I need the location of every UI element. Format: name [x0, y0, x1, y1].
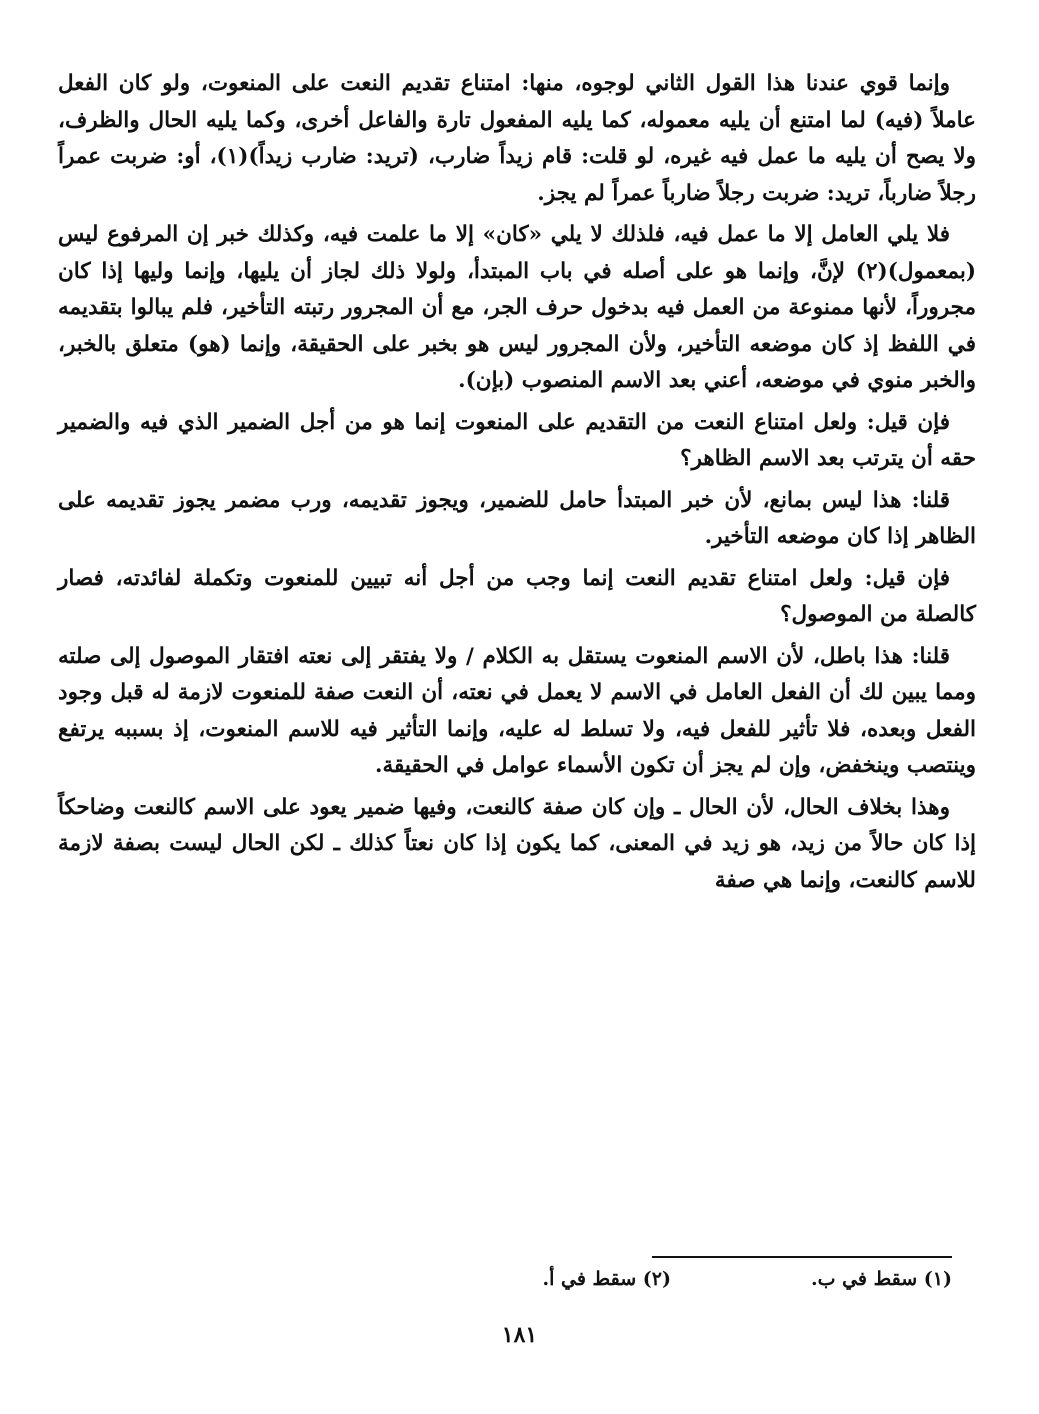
paragraph-2: فلا يلي العامل إلا ما عمل فيه، فلذلك لا يلي «كان» إلا ما علمت فيه، وكذلك خبر إن المرفوع ليس (بمعمول)(٢) لإنَّ، وإنما هو على أصله في باب المبتدأ، ولولا ذلك لجاز أن يليها، وإنما وليها إذا كان مجروراً، لأنها ممنوعة من العمل فيه بدخول حرف الجر، مع أن المجرور رتبته التأخير، فلم يبالوا بتقديمه في اللفظ إذ كان موضعه التأخير، ولأن المجرور ليس هو بخبر على الحقيقة، وإنما (هو) متعلق بالخبر، والخبر منوي في موضعه، أعني بعد الاسم المنصوب (بإن).	[58, 222, 976, 393]
footnote-2: (٢) سقط في أ.	[542, 1268, 671, 1290]
paragraph-5: فإن قيل: ولعل امتناع تقديم النعت إنما وجب من أجل أنه تبيين للمنعوت وتكملة لفائدته، فصار كالصلة من الموصول؟	[58, 565, 976, 627]
paragraph-7: وهذا بخلاف الحال، لأن الحال ـ وإن كان صفة كالنعت، وفيها ضمير يعود على الاسم كالنعت وضاحكاً إذا كان حالاً من زيد، هو زيد في المعنى، كما يكون إذا كان نعتاً كذلك ـ لكن الحال ليست بصفة لازمة للاسم كالنعت، وإنما هي صفة	[58, 794, 976, 893]
page-number: ١٨١	[501, 1322, 538, 1348]
footnote-1: (١) سقط في ب.	[810, 1268, 952, 1290]
paragraph-1: وإنما قوي عندنا هذا القول الثاني لوجوه، منها: امتناع تقديم النعت على المنعوت، ولو كان الفعل عاملاً (فيه) لما امتنع أن يليه معموله، كما يليه المفعول تارة والفاعل أخرى، وكما يليه الحال والظرف، ولا يصح أن يليه ما عمل فيه غيره، لو قلت: قام زيداً ضارب، (تريد: ضارب زيداً)(١)، أو: ضربت عمراً رجلاً ضارباً، تريد: ضربت رجلاً ضارباً عمراً لم يجز.	[58, 71, 976, 206]
footnote-divider	[652, 1256, 952, 1258]
paragraph-3: فإن قيل: ولعل امتناع النعت من التقديم على المنعوت إنما هو من أجل الضمير الذي فيه والضمير حقه أن يترتب بعد الاسم الظاهر؟	[58, 409, 976, 471]
paragraph-4: قلنا: هذا ليس بمانع، لأن خبر المبتدأ حامل للضمير، ويجوز تقديمه، ورب مضمر يجوز تقديمه على الظاهر إذا كان موضعه التأخير.	[58, 487, 976, 549]
paragraph-6: قلنا: هذا باطل، لأن الاسم المنعوت يستقل به الكلام / ولا يفتقر إلى نعته افتقار الموصول إلى صلته ومما يبين لك أن الفعل العامل في الاسم لا يعمل في نعته، أن النعت صفة للمنعوت لازمة له قبل وجود الفعل وبعده، فلا تأثير للفعل فيه، ولا تسلط له عليه، وإنما التأثير فيه للاسم المنعوت، إذ بسببه يرتفع وينتصب وينخفض، وإن لم يجز أن تكون الأسماء عوامل في الحقيقة.	[58, 643, 976, 778]
body-text	[58, 66, 976, 904]
footnotes	[300, 1268, 952, 1290]
